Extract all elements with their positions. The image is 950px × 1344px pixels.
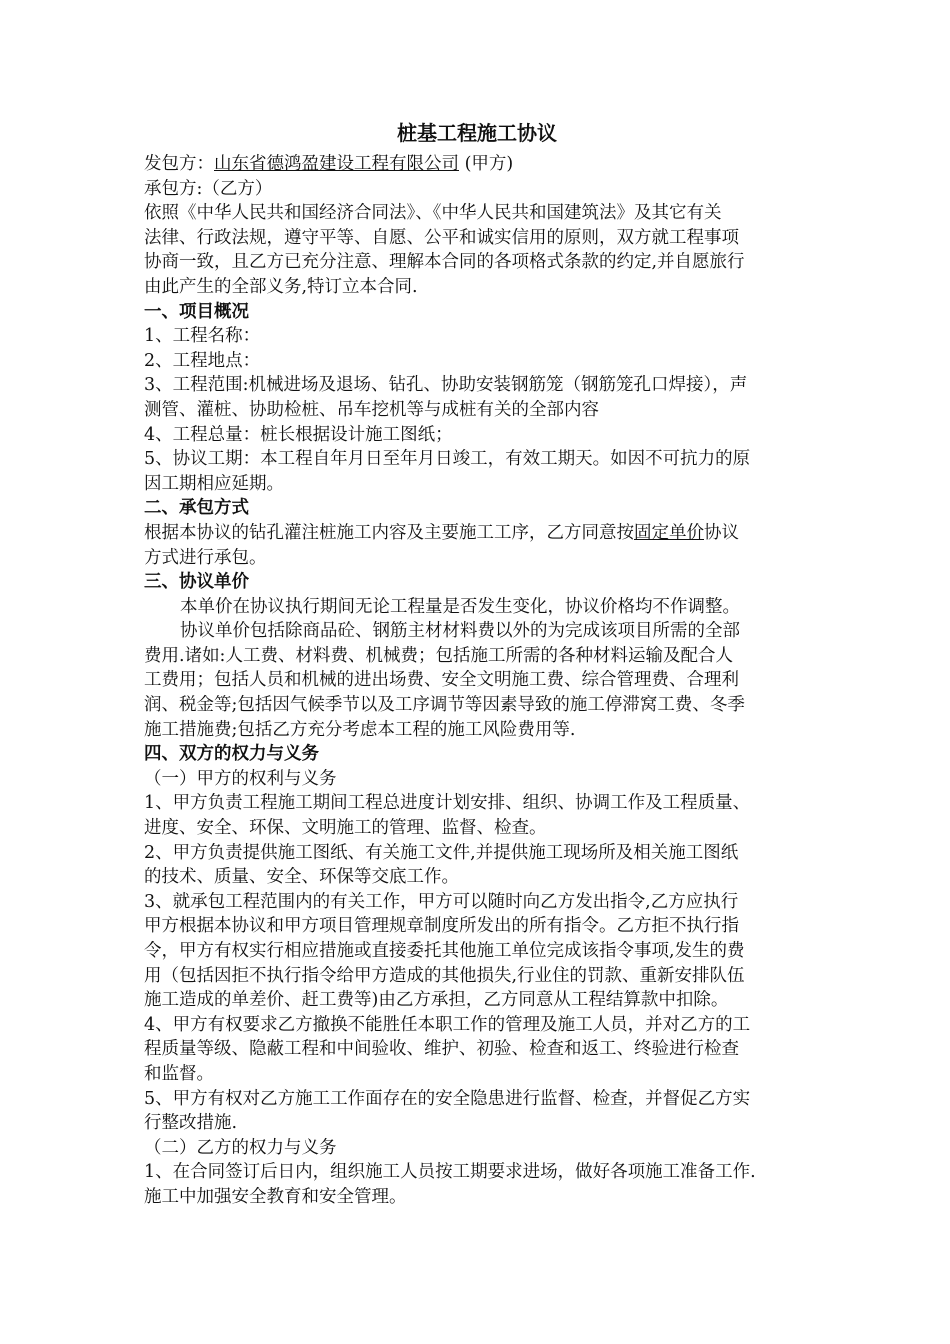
contract-method-line: 方式进行承包。 xyxy=(144,547,267,568)
party-a-name: 山东省德鸿盈建设工程有限公司 xyxy=(214,154,459,174)
section-heading: 二、承包方式 xyxy=(144,498,249,519)
project-scope-line: 测管、灌桩、协助检桩、吊车挖机等与成桩有关的全部内容 xyxy=(144,399,599,420)
unit-price-line: 费用.诸如:人工费、材料费、机械费；包括施工所需的各种材料运输及配合人 xyxy=(144,645,733,666)
section-heading: 一、项目概况 xyxy=(144,301,249,322)
intro-line: 法律、行政法规，遵守平等、自愿、公平和诚实信用的原则，双方就工程事项 xyxy=(144,227,739,248)
party-a-duty-line: 用（包括因拒不执行指令给甲方造成的其他损失,行业住的罚款、重新安排队伍 xyxy=(144,965,745,986)
unit-price-line: 润、税金等;包括因气候季节以及工序调节等因素导致的施工停滞窝工费、冬季 xyxy=(144,695,745,716)
intro-line: 由此产生的全部义务,特订立本合同. xyxy=(144,276,418,297)
party-a-duty-line: 施工造成的单差价、赶工费等)由乙方承担，乙方同意从工程结算款中扣除。 xyxy=(144,990,729,1011)
project-scope-line: 3、工程范围:机械进场及退场、钻孔、协助安装钢筋笼（钢筋笼孔口焊接），声 xyxy=(144,375,748,396)
subsection-heading: （一）甲方的权利与义务 xyxy=(144,768,337,789)
party-a-label: 发包方： xyxy=(144,154,214,174)
party-a-duty-line: 的技术、质量、安全、环保等交底工作。 xyxy=(144,867,459,888)
party-b-duty-line: 施工中加强安全教育和安全管理。 xyxy=(144,1186,407,1207)
document-title: 桩基工程施工协议 xyxy=(397,121,557,145)
fixed-price-term: 固定单价 xyxy=(634,522,704,543)
party-b-line: 承包方:（乙方） xyxy=(144,178,273,199)
contract-method-text: 根据本协议的钻孔灌注桩施工内容及主要施工工序，乙方同意按 xyxy=(144,522,634,543)
subsection-heading: （二）乙方的权力与义务 xyxy=(144,1137,337,1158)
party-b-duty-line: 1、在合同签订后日内，组织施工人员按工期要求进场，做好各项施工准备工作. xyxy=(144,1162,756,1183)
unit-price-paragraph: 本单价在协议执行期间无论工程量是否发生变化，协议价格均不作调整。 xyxy=(180,596,740,617)
party-a-line xyxy=(144,152,810,177)
party-a-duty-line: 和监督。 xyxy=(144,1063,214,1084)
unit-price-line: 施工措施费;包括乙方充分考虑本工程的施工风险费用等. xyxy=(144,719,576,740)
project-period-line: 5、协议工期：本工程自年月日至年月日竣工，有效工期天。如因不可抗力的原 xyxy=(144,449,751,470)
project-period-line: 因工期相应延期。 xyxy=(144,473,284,494)
party-a-duty-line: 程质量等级、隐蔽工程和中间验收、维护、初验、检查和返工、终验进行检查 xyxy=(144,1039,739,1060)
section-heading: 三、协议单价 xyxy=(144,572,249,593)
party-a-duty-line: 行整改措施. xyxy=(144,1113,238,1134)
project-name-line: 1、工程名称： xyxy=(144,326,261,347)
party-a-duty-line: 甲方根据本协议和甲方项目管理规章制度所发出的所有指令。乙方拒不执行指 xyxy=(144,916,739,937)
document-page xyxy=(144,118,810,1210)
contract-method-text: 协议 xyxy=(704,522,739,543)
party-a-duty-line: 4、甲方有权要求乙方撤换不能胜任本职工作的管理及施工人员，并对乙方的工 xyxy=(144,1014,751,1035)
unit-price-line: 工费用；包括人员和机械的进出场费、安全文明施工费、综合管理费、合理利 xyxy=(144,670,739,691)
party-a-suffix: (甲方) xyxy=(459,154,514,174)
section-heading: 四、双方的权力与义务 xyxy=(144,744,319,765)
party-a-duty-line: 令，甲方有权实行相应措施或直接委托其他施工单位完成该指令事项,发生的费 xyxy=(144,941,745,961)
party-a-duty-line: 2、甲方负责提供施工图纸、有关施工文件,并提供施工现场所及相关施工图纸 xyxy=(144,842,739,863)
party-a-duty-line: 3、就承包工程范围内的有关工作，甲方可以随时向乙方发出指令,乙方应执行 xyxy=(144,891,739,912)
intro-line: 依照《中华人民共和国经济合同法》、《中华人民共和国建筑法》及其它有关 xyxy=(144,203,722,224)
contract-method-line xyxy=(144,521,810,546)
intro-line: 协商一致，且乙方已充分注意、理解本合同的各项格式条款的约定,并自愿旅行 xyxy=(144,252,745,273)
party-a-duty-line: 5、甲方有权对乙方施工工作面存在的安全隐患进行监督、检查，并督促乙方实 xyxy=(144,1088,751,1109)
party-a-duty-line: 1、甲方负责工程施工期间工程总进度计划安排、组织、协调工作及工程质量、 xyxy=(144,793,751,814)
party-a-duty-line: 进度、安全、环保、文明施工的管理、监督、检查。 xyxy=(144,818,547,839)
project-location-line: 2、工程地点： xyxy=(144,350,261,371)
unit-price-paragraph: 协议单价包括除商品砼、钢筋主材材料费以外的为完成该项目所需的全部 xyxy=(180,621,740,642)
project-total-line: 4、工程总量：桩长根据设计施工图纸； xyxy=(144,424,453,445)
